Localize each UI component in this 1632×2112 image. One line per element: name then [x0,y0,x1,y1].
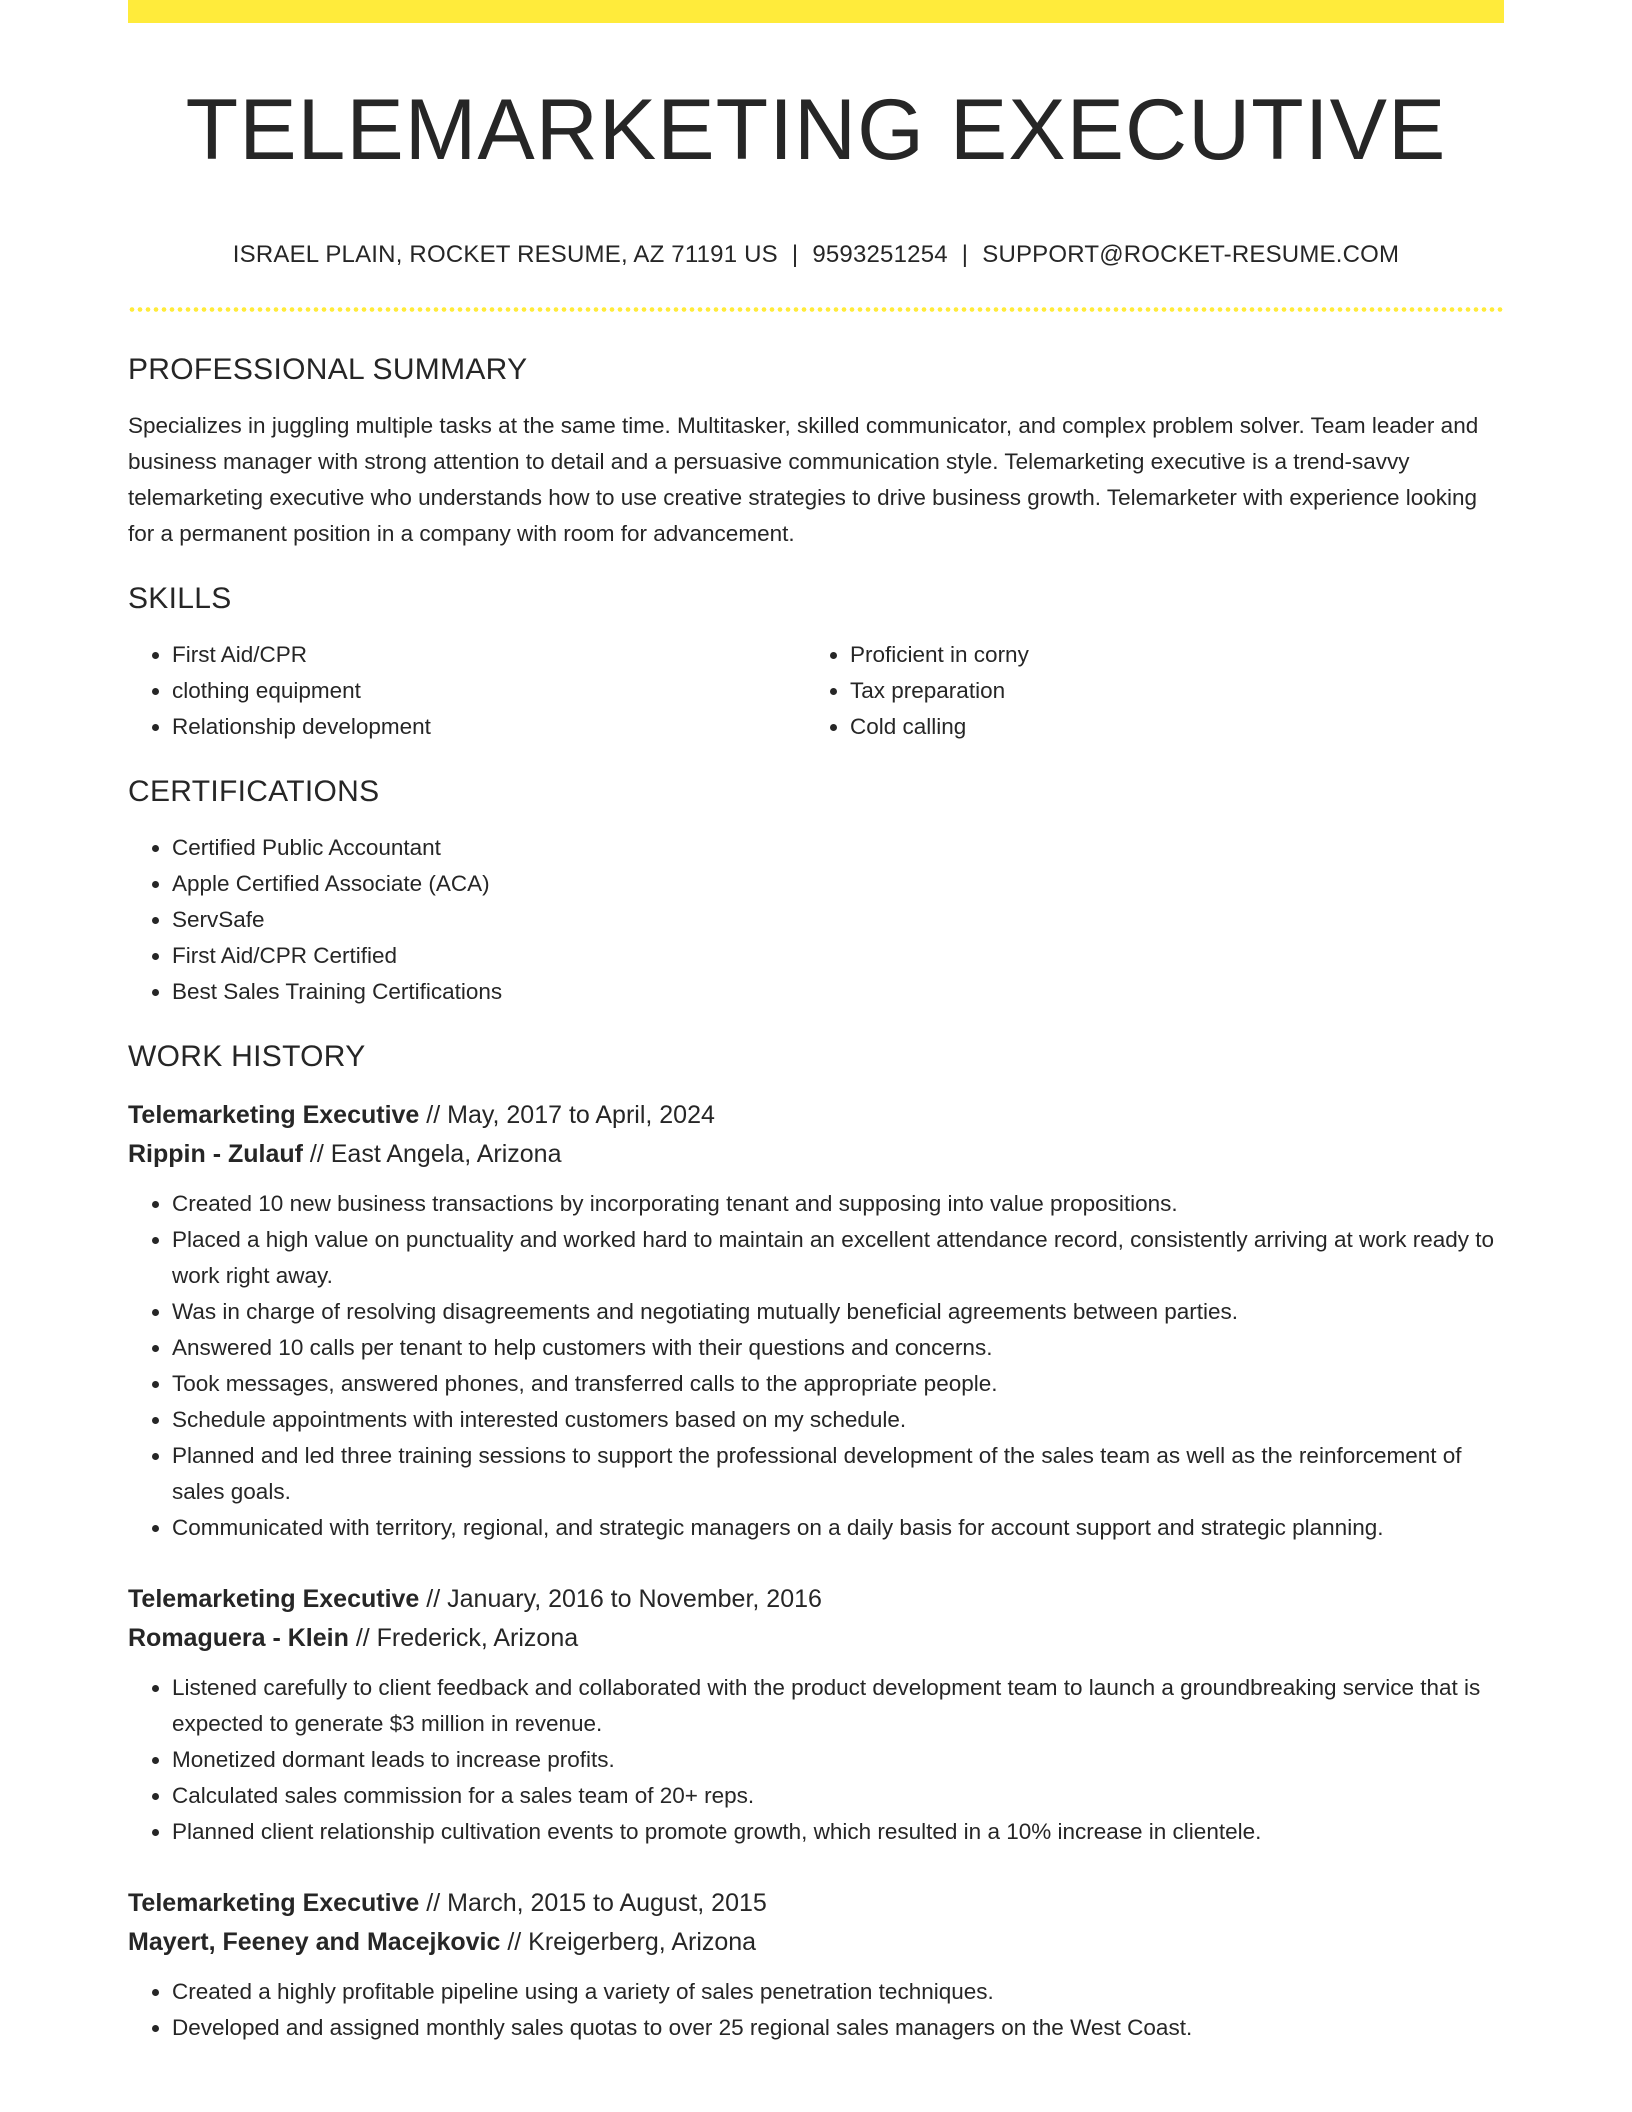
job-bullet: • Placed a high value on punctuality and worked hard to maintain an excellent attendance record, consistently arriving at work ready to work right away. [172,1222,1504,1294]
skills-column-right [806,637,1484,745]
job-bullet: • Planned client relationship cultivation events to promote growth, which resulted in a 10% increase in clientele. [172,1814,1504,1850]
job-entry [128,1096,1504,1546]
job-location: // Frederick, Arizona [355,1624,579,1652]
certification-item: • ServSafe [172,902,1504,938]
contact-line [128,238,1504,272]
job-bullet: • Monetized dormant leads to increase profits. [172,1742,1504,1778]
contact-separator: | [961,241,969,268]
skill-item: • Tax preparation [850,673,1484,709]
job-company: Rippin - Zulauf [128,1140,303,1168]
skills-list [128,637,806,745]
job-title-line [128,1884,1504,1923]
job-location: // Kreigerberg, Arizona [507,1928,757,1956]
summary-text: Specializes in juggling multiple tasks at the same time. Multitasker, skilled communicator, and complex problem solver. Team leader and business manager with strong attention to detail and a persuasive communication style. Telemarketing executive is a trend-savvy telemarketing executive who understands how to use creative strategies to drive business growth. Telemarketer with experience looking for a permanent position in a company with room for advancement. [128,413,1479,546]
skill-item: • clothing equipment [172,673,806,709]
accent-bar [128,0,1504,23]
job-bullet: • Planned and led three training sessions to support the professional development of the sales team as well as the reinforcement of sales goals. [172,1438,1504,1510]
skills-list [806,637,1484,745]
job-bullets [128,1670,1504,1850]
job-role: Telemarketing Executive [128,1889,420,1917]
certifications-section [128,772,1504,1010]
section-title-skills: SKILLS [128,582,232,615]
skill-item: • First Aid/CPR [172,637,806,673]
job-dates: // May, 2017 to April, 2024 [426,1101,715,1129]
job-bullet: • Schedule appointments with interested customers based on my schedule. [172,1402,1504,1438]
certification-item: • First Aid/CPR Certified [172,938,1504,974]
section-title-certifications: CERTIFICATIONS [128,775,380,808]
dotted-divider [128,307,1504,312]
skills-section [128,579,1504,745]
job-dates: // January, 2016 to November, 2016 [426,1585,822,1613]
job-bullet: • Developed and assigned monthly sales quotas to over 25 regional sales managers on the West Coast. [172,2010,1504,2046]
skill-item: • Cold calling [850,709,1484,745]
certification-item: • Certified Public Accountant [172,830,1504,866]
skill-item: • Relationship development [172,709,806,745]
job-bullet: • Created a highly profitable pipeline using a variety of sales penetration techniques. [172,1974,1504,2010]
job-bullets [128,1186,1504,1546]
section-title-summary: PROFESSIONAL SUMMARY [128,353,528,386]
section-title-work-history: WORK HISTORY [128,1040,366,1073]
job-bullets [128,1974,1504,2046]
job-entry [128,1580,1504,1850]
job-bullet: • Calculated sales commission for a sales team of 20+ reps. [172,1778,1504,1814]
certifications-list [128,830,1504,1010]
job-bullet: • Was in charge of resolving disagreements and negotiating mutually beneficial agreements between parties. [172,1294,1504,1330]
summary-section [128,350,1504,552]
contact-phone: 9593251254 [812,241,948,268]
job-bullet: • Created 10 new business transactions by incorporating tenant and supposing into value propositions. [172,1186,1504,1222]
job-company: Romaguera - Klein [128,1624,349,1652]
resume-name: TELEMARKETING EXECUTIVE [185,82,1447,178]
contact-email: SUPPORT@ROCKET-RESUME.COM [982,241,1400,268]
job-bullet: • Communicated with territory, regional, and strategic managers on a daily basis for account support and strategic planning. [172,1510,1504,1546]
job-bullet: • Took messages, answered phones, and transferred calls to the appropriate people. [172,1366,1504,1402]
job-dates: // March, 2015 to August, 2015 [426,1889,767,1917]
job-title-line [128,1580,1504,1619]
work-history-section [128,1037,1504,2046]
skills-column-left [128,637,806,745]
certification-item: • Best Sales Training Certifications [172,974,1504,1010]
skills-columns [128,637,1504,745]
resume-content [128,350,1504,2046]
job-company-line [128,1135,1504,1174]
job-role: Telemarketing Executive [128,1585,420,1613]
job-company-line [128,1619,1504,1658]
contact-address: ISRAEL PLAIN, ROCKET RESUME, AZ 71191 US [232,241,778,268]
contact-separator: | [791,241,799,268]
job-role: Telemarketing Executive [128,1101,420,1129]
job-entry [128,1884,1504,2046]
job-bullet: • Listened carefully to client feedback and collaborated with the product development team to launch a groundbreaking service that is expected to generate $3 million in revenue. [172,1670,1504,1742]
job-company-line [128,1923,1504,1962]
skill-item: • Proficient in corny [850,637,1484,673]
job-bullet: • Answered 10 calls per tenant to help customers with their questions and concerns. [172,1330,1504,1366]
job-title-line [128,1096,1504,1135]
job-location: // East Angela, Arizona [309,1140,562,1168]
job-company: Mayert, Feeney and Macejkovic [128,1928,501,1956]
certification-item: • Apple Certified Associate (ACA) [172,866,1504,902]
